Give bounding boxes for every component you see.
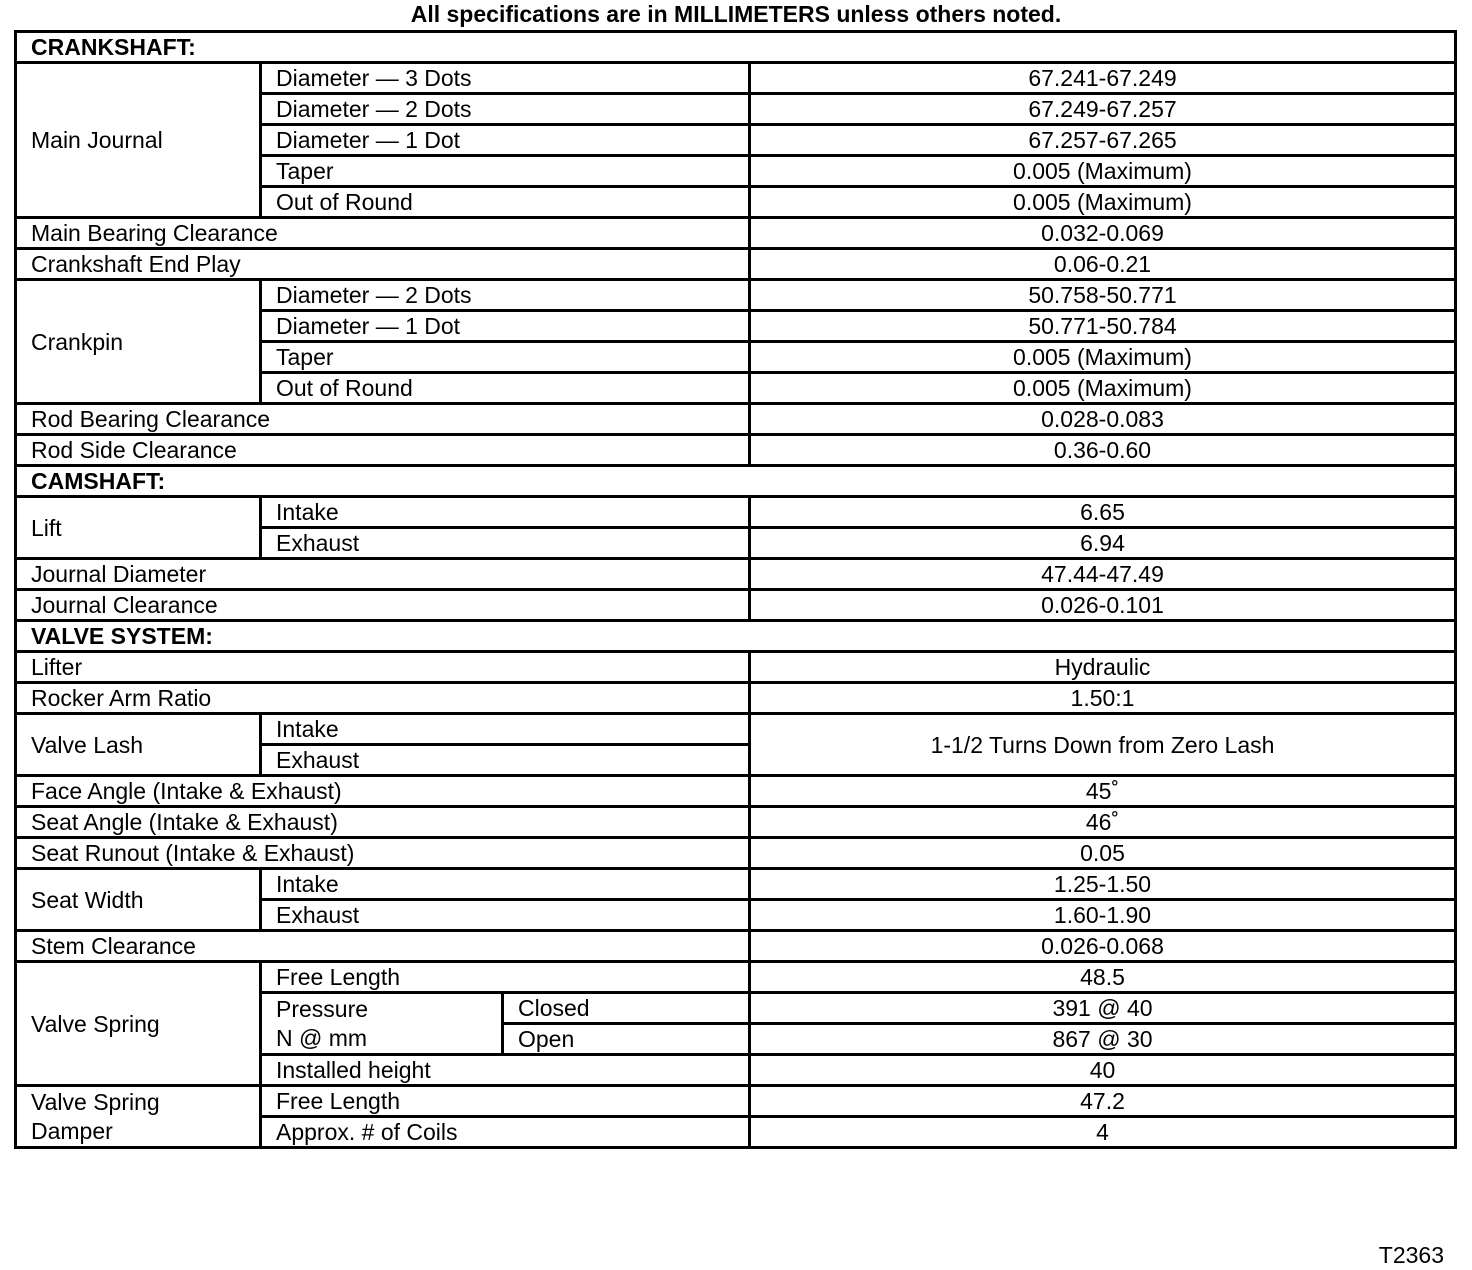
- spec-value: 0.05: [750, 838, 1456, 869]
- valve-lash-label: Valve Lash: [16, 714, 261, 776]
- spec-label: Lifter: [16, 652, 750, 683]
- main-journal-label: Main Journal: [16, 63, 261, 218]
- spec-label: Free Length: [261, 1086, 750, 1117]
- spec-value: 0.028-0.083: [750, 404, 1456, 435]
- section-title-camshaft: CAMSHAFT:: [16, 466, 1456, 497]
- spec-label: Intake: [261, 497, 750, 528]
- spec-value: 0.06-0.21: [750, 249, 1456, 280]
- pressure-label-line-1: Pressure: [261, 993, 503, 1024]
- table-row: [16, 218, 1456, 249]
- spec-value: 0.36-0.60: [750, 435, 1456, 466]
- spec-value: 67.257-67.265: [750, 125, 1456, 156]
- figure-code: T2363: [1378, 1242, 1444, 1268]
- crankpin-label: Crankpin: [16, 280, 261, 404]
- spec-value: 0.005 (Maximum): [750, 156, 1456, 187]
- section-row-crankshaft: [16, 32, 1456, 63]
- spec-value: 0.026-0.068: [750, 931, 1456, 962]
- table-row: [16, 838, 1456, 869]
- table-row: [16, 652, 1456, 683]
- spec-label: Diameter — 2 Dots: [261, 94, 750, 125]
- spec-label: Seat Runout (Intake & Exhaust): [16, 838, 750, 869]
- spec-value: 67.241-67.249: [750, 63, 1456, 94]
- section-title-crankshaft: CRANKSHAFT:: [16, 32, 1456, 63]
- spec-label: Free Length: [261, 962, 750, 993]
- spec-label: Crankshaft End Play: [16, 249, 750, 280]
- spec-label: Out of Round: [261, 187, 750, 218]
- table-row: [16, 807, 1456, 838]
- table-row: [16, 683, 1456, 714]
- spec-label: Exhaust: [261, 528, 750, 559]
- spec-label: Rocker Arm Ratio: [16, 683, 750, 714]
- spec-value: 67.249-67.257: [750, 94, 1456, 125]
- spec-value: 1-1/2 Turns Down from Zero Lash: [750, 714, 1456, 776]
- spec-value: 45˚: [750, 776, 1456, 807]
- spec-value: 0.032-0.069: [750, 218, 1456, 249]
- spec-label: Rod Bearing Clearance: [16, 404, 750, 435]
- table-row: [16, 404, 1456, 435]
- spec-label: Diameter — 2 Dots: [261, 280, 750, 311]
- spec-label: Out of Round: [261, 373, 750, 404]
- specifications-table: [14, 30, 1457, 1149]
- spec-value: 6.65: [750, 497, 1456, 528]
- spec-value: 47.2: [750, 1086, 1456, 1117]
- lift-label: Lift: [16, 497, 261, 559]
- table-row: [16, 962, 1456, 993]
- spec-label: Stem Clearance: [16, 931, 750, 962]
- page-header: All specifications are in MILLIMETERS unless others noted.: [410, 1, 1062, 27]
- spec-value: 0.005 (Maximum): [750, 342, 1456, 373]
- spec-label: Journal Diameter: [16, 559, 750, 590]
- spec-value: 46˚: [750, 807, 1456, 838]
- spec-value: 0.026-0.101: [750, 590, 1456, 621]
- spec-label: Exhaust: [261, 900, 750, 931]
- table-row: [16, 249, 1456, 280]
- spec-label: Approx. # of Coils: [261, 1117, 750, 1148]
- spec-value: 1.50:1: [750, 683, 1456, 714]
- spec-value: 4: [750, 1117, 1456, 1148]
- section-row-camshaft: [16, 466, 1456, 497]
- table-row: [16, 590, 1456, 621]
- spec-value: Hydraulic: [750, 652, 1456, 683]
- spec-value: 0.005 (Maximum): [750, 373, 1456, 404]
- spec-value: 47.44-47.49: [750, 559, 1456, 590]
- spec-value: 1.60-1.90: [750, 900, 1456, 931]
- damper-label-line-1: Valve Spring: [16, 1086, 261, 1117]
- table-row: [16, 435, 1456, 466]
- spec-value: 867 @ 30: [750, 1024, 1456, 1055]
- spec-value: 0.005 (Maximum): [750, 187, 1456, 218]
- spec-label: Seat Angle (Intake & Exhaust): [16, 807, 750, 838]
- table-row: [16, 280, 1456, 311]
- spec-label: Journal Clearance: [16, 590, 750, 621]
- pressure-label-line-2: N @ mm: [261, 1024, 503, 1055]
- spec-value: 1.25-1.50: [750, 869, 1456, 900]
- spec-label: Main Bearing Clearance: [16, 218, 750, 249]
- section-title-valve-system: VALVE SYSTEM:: [16, 621, 1456, 652]
- table-row: [16, 869, 1456, 900]
- spec-label: Installed height: [261, 1055, 750, 1086]
- table-row: [16, 63, 1456, 94]
- spec-value: 40: [750, 1055, 1456, 1086]
- spec-label: Diameter — 1 Dot: [261, 311, 750, 342]
- table-row: [16, 559, 1456, 590]
- table-row: [16, 1086, 1456, 1117]
- spec-value: 48.5: [750, 962, 1456, 993]
- spec-label: Rod Side Clearance: [16, 435, 750, 466]
- spec-value: 391 @ 40: [750, 993, 1456, 1024]
- spec-label: Face Angle (Intake & Exhaust): [16, 776, 750, 807]
- spec-label: Diameter — 3 Dots: [261, 63, 750, 94]
- spec-label: Open: [503, 1024, 750, 1055]
- spec-value: 6.94: [750, 528, 1456, 559]
- table-row: [16, 1117, 1456, 1148]
- spec-label: Closed: [503, 993, 750, 1024]
- spec-label: Taper: [261, 156, 750, 187]
- spec-value: 50.771-50.784: [750, 311, 1456, 342]
- valve-spring-label: Valve Spring: [16, 962, 261, 1086]
- table-row: [16, 776, 1456, 807]
- spec-label: Intake: [261, 714, 750, 745]
- section-row-valve-system: [16, 621, 1456, 652]
- spec-label: Diameter — 1 Dot: [261, 125, 750, 156]
- table-row: [16, 497, 1456, 528]
- damper-label-line-2: Damper: [16, 1117, 261, 1148]
- spec-value: 50.758-50.771: [750, 280, 1456, 311]
- spec-label: Taper: [261, 342, 750, 373]
- spec-label: Intake: [261, 869, 750, 900]
- seat-width-label: Seat Width: [16, 869, 261, 931]
- spec-label: Exhaust: [261, 745, 750, 776]
- table-row: [16, 931, 1456, 962]
- table-row: [16, 714, 1456, 745]
